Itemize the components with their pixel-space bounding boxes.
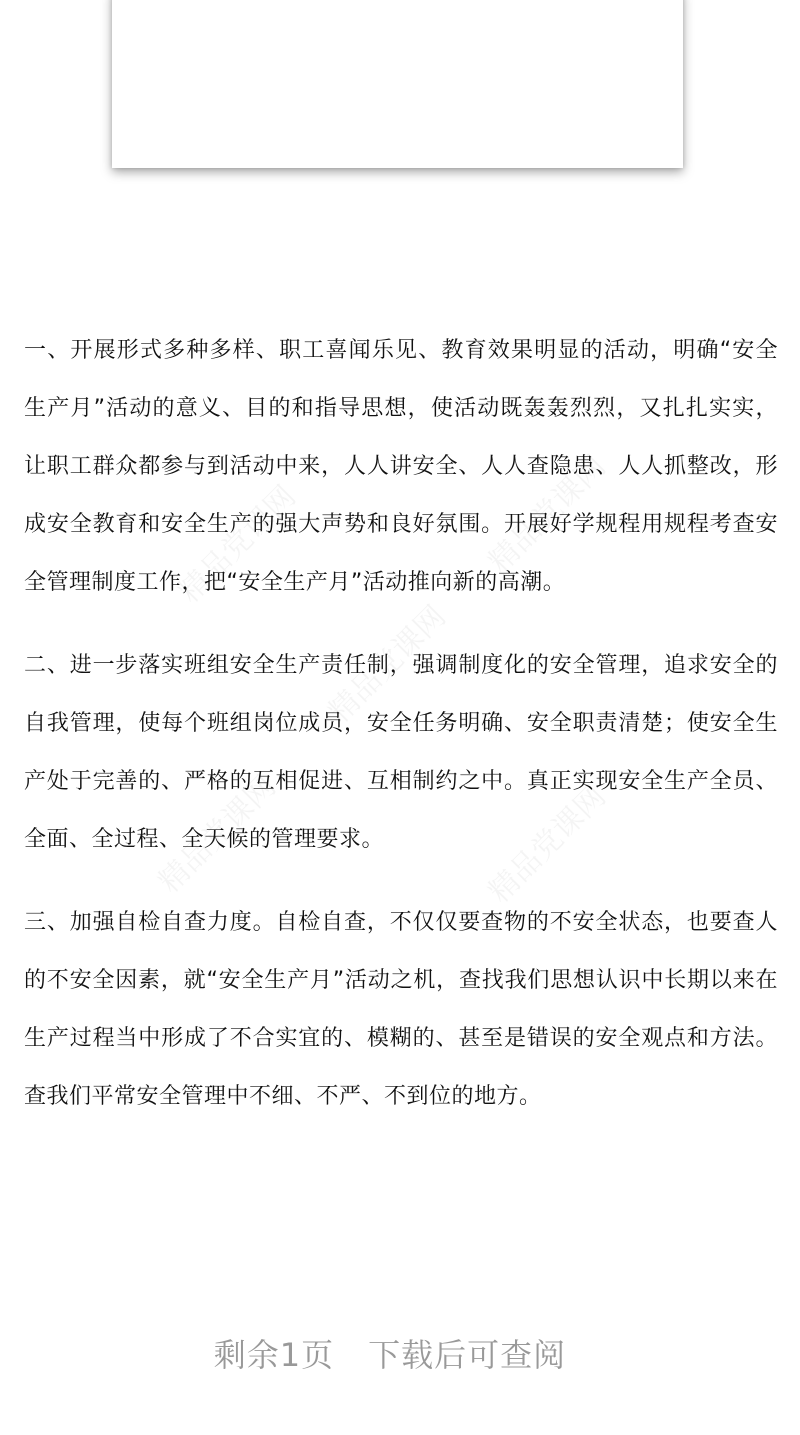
download-hint-label: 下载后可查阅 <box>368 1336 567 1374</box>
paragraph-1: 一、开展形式多种多样、职工喜闻乐见、教育效果明显的活动，明确“安全生产月”活动的意义、目的和指导思想，使活动既轰轰烈烈，又扎扎实实，让职工群众都参与到活动中来，人人讲安全、人人查隐患、人人抓整改，形成安全教育和安全生产的强大声势和良好氛围。开展好学规程用规程考查安全管理制度工作，把“安全生产月”活动推向新的高潮。 <box>24 338 778 595</box>
document-preview-card <box>112 0 683 168</box>
remaining-pages-label: 剩余1页 <box>213 1336 335 1374</box>
paragraph-3: 三、加强自检自查力度。自检自查，不仅仅要查物的不安全状态，也要查人的不安全因素，就“安全生产月”活动之机，查找我们思想认识中长期以来在生产过程当中形成了不合实宜的、模糊的、甚至是错误的安全观点和方法。查我们平常安全管理中不细、不严、不到位的地方。 <box>24 910 778 1109</box>
paragraph-2: 二、进一步落实班组安全生产责任制，强调制度化的安全管理，追求安全的自我管理，使每个班组岗位成员，安全任务明确、安全职责清楚；使安全生产处于完善的、严格的互相促进、互相制约之中。真正实现安全生产全员、全面、全过程、全天候的管理要求。 <box>24 653 778 852</box>
read-more-banner[interactable] <box>0 1330 780 1376</box>
document-body <box>24 322 778 1151</box>
